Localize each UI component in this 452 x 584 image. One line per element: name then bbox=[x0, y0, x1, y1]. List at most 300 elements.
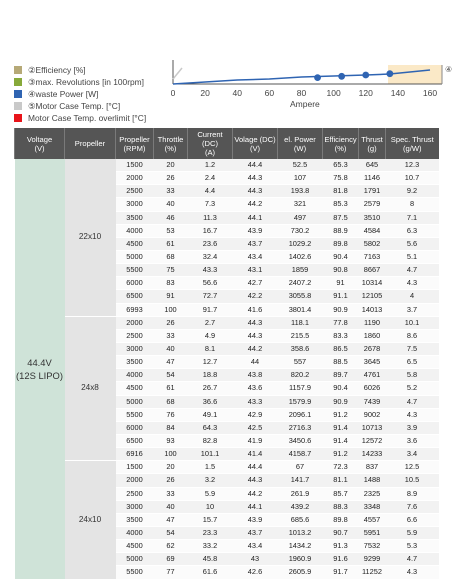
table-cell: 7163 bbox=[359, 250, 386, 263]
table-cell: 3000 bbox=[116, 500, 154, 513]
chart-x-tick-label: 20 bbox=[200, 88, 210, 98]
table-cell: 6500 bbox=[116, 290, 154, 303]
table-cell: 8.6 bbox=[386, 329, 439, 342]
table-cell: 90.8 bbox=[323, 264, 359, 277]
chart-x-tick-label: 60 bbox=[264, 88, 275, 98]
table-cell: 1500 bbox=[116, 461, 154, 474]
table-cell: 1488 bbox=[359, 474, 386, 487]
table-cell: 89.7 bbox=[323, 369, 359, 382]
table-cell: 3500 bbox=[116, 356, 154, 369]
column-header-unit: (%) bbox=[164, 143, 177, 153]
column-header bbox=[154, 128, 188, 159]
legend-swatch bbox=[14, 90, 22, 98]
table-cell: 44 bbox=[233, 356, 278, 369]
column-header-title: Throttle bbox=[157, 134, 184, 144]
table-cell: 5.9 bbox=[188, 487, 233, 500]
column-header bbox=[386, 128, 439, 159]
column-header-unit: (RPM) bbox=[123, 143, 146, 153]
chart-temp-curve bbox=[173, 68, 182, 79]
table-cell: 3.6 bbox=[386, 434, 439, 447]
table-cell: 837 bbox=[359, 461, 386, 474]
table-cell: 43.4 bbox=[233, 250, 278, 263]
table-cell: 43.3 bbox=[233, 395, 278, 408]
table-cell: 44.3 bbox=[233, 316, 278, 329]
table-cell: 43.7 bbox=[233, 237, 278, 250]
table-cell: 44.1 bbox=[233, 500, 278, 513]
table-cell: 645 bbox=[359, 159, 386, 172]
table-cell: 1146 bbox=[359, 172, 386, 185]
table-cell: 43.6 bbox=[233, 382, 278, 395]
table-cell: 90.7 bbox=[323, 526, 359, 539]
table-cell: 82.8 bbox=[188, 434, 233, 447]
table-cell: 85.3 bbox=[323, 198, 359, 211]
chart-waste-power-point bbox=[314, 74, 321, 81]
table-cell: 1500 bbox=[116, 159, 154, 172]
table-cell: 2716.3 bbox=[278, 421, 323, 434]
motor-spec-table bbox=[14, 128, 439, 580]
table-cell: 2000 bbox=[116, 172, 154, 185]
table-cell: 4.3 bbox=[386, 277, 439, 290]
table-cell: 8.1 bbox=[188, 342, 233, 355]
table-cell: 76 bbox=[154, 408, 188, 421]
table-cell: 1579.9 bbox=[278, 395, 323, 408]
table-cell: 4761 bbox=[359, 369, 386, 382]
legend-label: Motor Case Temp. overlimit [°C] bbox=[28, 113, 147, 123]
table-cell: 3510 bbox=[359, 211, 386, 224]
table-cell: 685.6 bbox=[278, 513, 323, 526]
table-cell: 32.4 bbox=[188, 250, 233, 263]
legend-label: ③max. Revolutions [in 100rpm] bbox=[28, 77, 144, 87]
table-cell: 49.1 bbox=[188, 408, 233, 421]
table-cell: 5.6 bbox=[386, 237, 439, 250]
legend-item bbox=[14, 100, 174, 112]
table-cell: 2096.1 bbox=[278, 408, 323, 421]
table-cell: 53 bbox=[154, 224, 188, 237]
table-cell: 43.8 bbox=[233, 369, 278, 382]
table-cell: 321 bbox=[278, 198, 323, 211]
table-cell: 4584 bbox=[359, 224, 386, 237]
column-header bbox=[65, 128, 116, 159]
table-cell: 72.3 bbox=[323, 461, 359, 474]
table-cell: 1029.2 bbox=[278, 237, 323, 250]
table-cell: 1.5 bbox=[188, 461, 233, 474]
table-cell: 61 bbox=[154, 382, 188, 395]
table-cell: 8.9 bbox=[386, 487, 439, 500]
column-header-title: Spec. Thrust bbox=[390, 134, 434, 144]
table-cell: 7.3 bbox=[188, 198, 233, 211]
column-header-unit: (V) bbox=[249, 143, 261, 153]
table-cell: 3500 bbox=[116, 211, 154, 224]
chart-x-tick-label: 140 bbox=[390, 88, 405, 98]
table-cell: 54 bbox=[154, 526, 188, 539]
table-cell: 261.9 bbox=[278, 487, 323, 500]
table-cell: 730.2 bbox=[278, 224, 323, 237]
column-header bbox=[278, 128, 323, 159]
table-cell: 101.1 bbox=[188, 448, 233, 461]
table-cell: 2000 bbox=[116, 474, 154, 487]
table-cell: 90.9 bbox=[323, 303, 359, 316]
table-cell: 91.7 bbox=[188, 303, 233, 316]
table-row bbox=[15, 316, 439, 329]
table-cell: 4000 bbox=[116, 224, 154, 237]
table-cell: 6000 bbox=[116, 421, 154, 434]
table-cell: 36.6 bbox=[188, 395, 233, 408]
column-header-title: Efficiency bbox=[324, 134, 357, 144]
table-cell: 3500 bbox=[116, 513, 154, 526]
column-header-title: el. Power bbox=[284, 134, 316, 144]
table-cell: 1860 bbox=[359, 329, 386, 342]
table-cell: 6.5 bbox=[386, 356, 439, 369]
table-cell: 3000 bbox=[116, 342, 154, 355]
table-cell: 12572 bbox=[359, 434, 386, 447]
table-cell: 2.7 bbox=[188, 316, 233, 329]
legend-swatch bbox=[14, 78, 22, 86]
table-cell: 77 bbox=[154, 566, 188, 579]
table-cell: 42.6 bbox=[233, 566, 278, 579]
table-cell: 1434.2 bbox=[278, 540, 323, 553]
table-cell: 5951 bbox=[359, 526, 386, 539]
table-cell: 1859 bbox=[278, 264, 323, 277]
table-cell: 6000 bbox=[116, 277, 154, 290]
table-cell: 193.8 bbox=[278, 185, 323, 198]
table-cell: 44.1 bbox=[233, 211, 278, 224]
table-cell: 40 bbox=[154, 342, 188, 355]
table-cell: 10 bbox=[188, 500, 233, 513]
table-cell: 8667 bbox=[359, 264, 386, 277]
table-cell: 42.7 bbox=[233, 277, 278, 290]
table-cell: 90.4 bbox=[323, 382, 359, 395]
table-cell: 26.7 bbox=[188, 382, 233, 395]
table-cell: 91.4 bbox=[323, 421, 359, 434]
table-cell: 10.7 bbox=[386, 172, 439, 185]
table-cell: 20 bbox=[154, 159, 188, 172]
table-cell: 4158.7 bbox=[278, 448, 323, 461]
table-cell: 4.9 bbox=[188, 329, 233, 342]
table-cell: 3.2 bbox=[188, 474, 233, 487]
table-cell: 93 bbox=[154, 434, 188, 447]
table-cell: 7.1 bbox=[386, 211, 439, 224]
table-cell: 4 bbox=[386, 290, 439, 303]
table-cell: 83.3 bbox=[323, 329, 359, 342]
table-cell: 42.9 bbox=[233, 408, 278, 421]
chart-x-tick-label: 160 bbox=[422, 88, 438, 98]
table-cell: 15.7 bbox=[188, 513, 233, 526]
table-cell: 88.5 bbox=[323, 356, 359, 369]
table-cell: 68 bbox=[154, 395, 188, 408]
chart-x-tick-label: 80 bbox=[296, 88, 307, 98]
table-cell: 10.1 bbox=[386, 316, 439, 329]
table-cell: 3000 bbox=[116, 198, 154, 211]
table-cell: 40 bbox=[154, 198, 188, 211]
table-cell: 9002 bbox=[359, 408, 386, 421]
column-header-unit: (g) bbox=[367, 143, 377, 153]
table-cell: 107 bbox=[278, 172, 323, 185]
table-cell: 4.7 bbox=[386, 553, 439, 566]
table-cell: 6916 bbox=[116, 448, 154, 461]
table-cell: 3645 bbox=[359, 356, 386, 369]
table-cell: 2579 bbox=[359, 198, 386, 211]
column-header-unit: (V) bbox=[34, 143, 45, 153]
table-cell: 1.2 bbox=[188, 159, 233, 172]
table-cell: 68 bbox=[154, 250, 188, 263]
table-cell: 5.9 bbox=[386, 526, 439, 539]
column-header-unit: (g/W) bbox=[402, 143, 422, 153]
table-cell: 12.3 bbox=[386, 159, 439, 172]
legend-item bbox=[14, 112, 174, 124]
table-cell: 2500 bbox=[116, 185, 154, 198]
table-cell: 43.4 bbox=[233, 540, 278, 553]
table-cell: 2407.2 bbox=[278, 277, 323, 290]
column-header-unit: (W) bbox=[293, 143, 307, 153]
column-header-title: Volage (DC) bbox=[234, 134, 276, 144]
propeller-cell: 22x10 bbox=[65, 159, 116, 316]
table-cell: 11.3 bbox=[188, 211, 233, 224]
table-cell: 7.5 bbox=[386, 342, 439, 355]
table-cell: 77.8 bbox=[323, 316, 359, 329]
table-cell: 2000 bbox=[116, 316, 154, 329]
table-cell: 91.2 bbox=[323, 448, 359, 461]
table-cell: 26 bbox=[154, 474, 188, 487]
table-cell: 91.4 bbox=[323, 434, 359, 447]
voltage-label: 44.4V bbox=[27, 356, 52, 368]
table-cell: 69 bbox=[154, 553, 188, 566]
table-cell: 5802 bbox=[359, 237, 386, 250]
table-cell: 6026 bbox=[359, 382, 386, 395]
legend-item bbox=[14, 64, 174, 76]
column-header-title: Propeller bbox=[74, 139, 106, 148]
table-cell: 1013.2 bbox=[278, 526, 323, 539]
table-cell: 3.9 bbox=[386, 421, 439, 434]
table-cell: 1157.9 bbox=[278, 382, 323, 395]
table-cell: 41.4 bbox=[233, 448, 278, 461]
table-cell: 23.3 bbox=[188, 526, 233, 539]
table-cell: 4.3 bbox=[386, 566, 439, 579]
table-cell: 12105 bbox=[359, 290, 386, 303]
table-cell: 2678 bbox=[359, 342, 386, 355]
column-header-unit: (A) bbox=[204, 148, 216, 157]
table-cell: 9.2 bbox=[386, 185, 439, 198]
table-cell: 44.3 bbox=[233, 172, 278, 185]
table-cell: 43.9 bbox=[233, 224, 278, 237]
table-cell: 12.7 bbox=[188, 356, 233, 369]
table-cell: 12.5 bbox=[386, 461, 439, 474]
table-cell: 9299 bbox=[359, 553, 386, 566]
table-cell: 141.7 bbox=[278, 474, 323, 487]
table-cell: 81.8 bbox=[323, 185, 359, 198]
table-cell: 90.9 bbox=[323, 395, 359, 408]
table-cell: 4.7 bbox=[386, 395, 439, 408]
table-cell: 1960.9 bbox=[278, 553, 323, 566]
column-header-unit: (%) bbox=[334, 143, 347, 153]
table-cell: 6.6 bbox=[386, 513, 439, 526]
table-cell: 5.3 bbox=[386, 540, 439, 553]
table-cell: 45.8 bbox=[188, 553, 233, 566]
table-cell: 85.7 bbox=[323, 487, 359, 500]
table-cell: 44.3 bbox=[233, 185, 278, 198]
chart-x-tick-label: 100 bbox=[326, 88, 341, 98]
legend-item bbox=[14, 88, 174, 100]
table-cell: 5500 bbox=[116, 264, 154, 277]
table-cell: 43.1 bbox=[233, 264, 278, 277]
table-cell: 43 bbox=[233, 553, 278, 566]
table-cell: 6.3 bbox=[386, 224, 439, 237]
chart-waste-power-point bbox=[338, 73, 345, 80]
column-header bbox=[233, 128, 278, 159]
legend-label: ⑤Motor Case Temp. [°C] bbox=[28, 101, 121, 111]
legend-item bbox=[14, 76, 174, 88]
table-cell: 44.3 bbox=[233, 474, 278, 487]
table-cell: 62 bbox=[154, 540, 188, 553]
table-cell: 87.5 bbox=[323, 211, 359, 224]
table-cell: 4.4 bbox=[188, 185, 233, 198]
column-header-title: Thrust bbox=[361, 134, 383, 144]
table-cell: 3801.4 bbox=[278, 303, 323, 316]
column-header bbox=[15, 128, 65, 159]
table-cell: 10.5 bbox=[386, 474, 439, 487]
table-cell: 4000 bbox=[116, 526, 154, 539]
table-cell: 42.2 bbox=[233, 290, 278, 303]
table-cell: 47 bbox=[154, 356, 188, 369]
table-cell: 84 bbox=[154, 421, 188, 434]
table-cell: 1791 bbox=[359, 185, 386, 198]
chart-curve-marker: ④ bbox=[445, 65, 452, 74]
legend-label: ④waste Power [W] bbox=[28, 89, 99, 99]
chart-waste-power-point bbox=[362, 72, 369, 79]
table-cell: 7532 bbox=[359, 540, 386, 553]
chart-waste-power-point bbox=[386, 70, 393, 77]
table-cell: 91 bbox=[154, 290, 188, 303]
table-cell: 4.7 bbox=[386, 264, 439, 277]
table-cell: 75.8 bbox=[323, 172, 359, 185]
table-cell: 56.6 bbox=[188, 277, 233, 290]
chart-temp-overlimit-band bbox=[388, 65, 442, 84]
legend-swatch bbox=[14, 114, 22, 122]
table-cell: 3450.6 bbox=[278, 434, 323, 447]
chart-legend bbox=[14, 64, 174, 124]
table-cell: 88.3 bbox=[323, 500, 359, 513]
table-cell: 89.8 bbox=[323, 237, 359, 250]
table-cell: 72.7 bbox=[188, 290, 233, 303]
table-cell: 7439 bbox=[359, 395, 386, 408]
table-cell: 3.7 bbox=[386, 303, 439, 316]
table-cell: 3348 bbox=[359, 500, 386, 513]
table-cell: 40 bbox=[154, 500, 188, 513]
table-cell: 42.5 bbox=[233, 421, 278, 434]
table-cell: 44.3 bbox=[233, 329, 278, 342]
column-header-title: Propeller bbox=[119, 134, 150, 144]
chart-x-tick-label: 40 bbox=[232, 88, 242, 98]
table-cell: 54 bbox=[154, 369, 188, 382]
table-cell: 47 bbox=[154, 513, 188, 526]
table-cell: 100 bbox=[154, 303, 188, 316]
table-cell: 61 bbox=[154, 237, 188, 250]
table-cell: 41.6 bbox=[233, 303, 278, 316]
table-cell: 5.2 bbox=[386, 382, 439, 395]
table-cell: 83 bbox=[154, 277, 188, 290]
table-cell: 5.8 bbox=[386, 369, 439, 382]
legend-swatch bbox=[14, 102, 22, 110]
table-cell: 8 bbox=[386, 198, 439, 211]
table-cell: 6500 bbox=[116, 434, 154, 447]
table-cell: 44.4 bbox=[233, 461, 278, 474]
table-cell: 5000 bbox=[116, 395, 154, 408]
table-cell: 52.5 bbox=[278, 159, 323, 172]
table-cell: 4.3 bbox=[386, 408, 439, 421]
table-cell: 4500 bbox=[116, 237, 154, 250]
table-cell: 5.1 bbox=[386, 250, 439, 263]
table-cell: 7.6 bbox=[386, 500, 439, 513]
table-cell: 820.2 bbox=[278, 369, 323, 382]
table-cell: 10314 bbox=[359, 277, 386, 290]
legend-label: ②Efficiency [%] bbox=[28, 65, 86, 75]
table-cell: 497 bbox=[278, 211, 323, 224]
legend-swatch bbox=[14, 66, 22, 74]
table-cell: 6993 bbox=[116, 303, 154, 316]
table-cell: 44.2 bbox=[233, 198, 278, 211]
table-cell: 81.1 bbox=[323, 474, 359, 487]
table-cell: 91 bbox=[323, 277, 359, 290]
table-cell: 44.2 bbox=[233, 487, 278, 500]
table-header-row bbox=[15, 128, 439, 159]
table-cell: 64.3 bbox=[188, 421, 233, 434]
table-cell: 44.4 bbox=[233, 159, 278, 172]
table-cell: 557 bbox=[278, 356, 323, 369]
table-cell: 43.9 bbox=[233, 513, 278, 526]
table-cell: 20 bbox=[154, 461, 188, 474]
table-row bbox=[15, 159, 439, 172]
table-cell: 16.7 bbox=[188, 224, 233, 237]
table-cell: 33 bbox=[154, 329, 188, 342]
propeller-cell: 24x8 bbox=[65, 316, 116, 461]
table-cell: 33 bbox=[154, 185, 188, 198]
table-cell: 33.2 bbox=[188, 540, 233, 553]
table-cell: 91.2 bbox=[323, 408, 359, 421]
table-cell: 91.1 bbox=[323, 290, 359, 303]
table-cell: 26 bbox=[154, 316, 188, 329]
table-cell: 75 bbox=[154, 264, 188, 277]
table-cell: 46 bbox=[154, 211, 188, 224]
table-cell: 215.5 bbox=[278, 329, 323, 342]
table-cell: 4000 bbox=[116, 369, 154, 382]
table-cell: 44.2 bbox=[233, 342, 278, 355]
table-cell: 2.4 bbox=[188, 172, 233, 185]
table-cell: 2500 bbox=[116, 329, 154, 342]
table-cell: 14233 bbox=[359, 448, 386, 461]
column-header bbox=[359, 128, 386, 159]
table-cell: 3055.8 bbox=[278, 290, 323, 303]
table-cell: 2500 bbox=[116, 487, 154, 500]
table-cell: 43.7 bbox=[233, 526, 278, 539]
table-cell: 5000 bbox=[116, 250, 154, 263]
column-header bbox=[323, 128, 359, 159]
table-cell: 89.8 bbox=[323, 513, 359, 526]
table-cell: 23.6 bbox=[188, 237, 233, 250]
table-cell: 14013 bbox=[359, 303, 386, 316]
column-header bbox=[188, 128, 233, 159]
table-cell: 61.6 bbox=[188, 566, 233, 579]
chart-x-axis-label: Ampere bbox=[290, 99, 320, 109]
chart-x-tick-label: 120 bbox=[358, 88, 373, 98]
table-cell: 41.9 bbox=[233, 434, 278, 447]
table-cell: 43.3 bbox=[188, 264, 233, 277]
voltage-cell bbox=[15, 159, 65, 579]
table-cell: 3.4 bbox=[386, 448, 439, 461]
table-cell: 91.6 bbox=[323, 553, 359, 566]
table-cell: 90.4 bbox=[323, 250, 359, 263]
table-cell: 4500 bbox=[116, 540, 154, 553]
chart-x-tick-label: 0 bbox=[170, 88, 176, 98]
table-cell: 91.7 bbox=[323, 566, 359, 579]
